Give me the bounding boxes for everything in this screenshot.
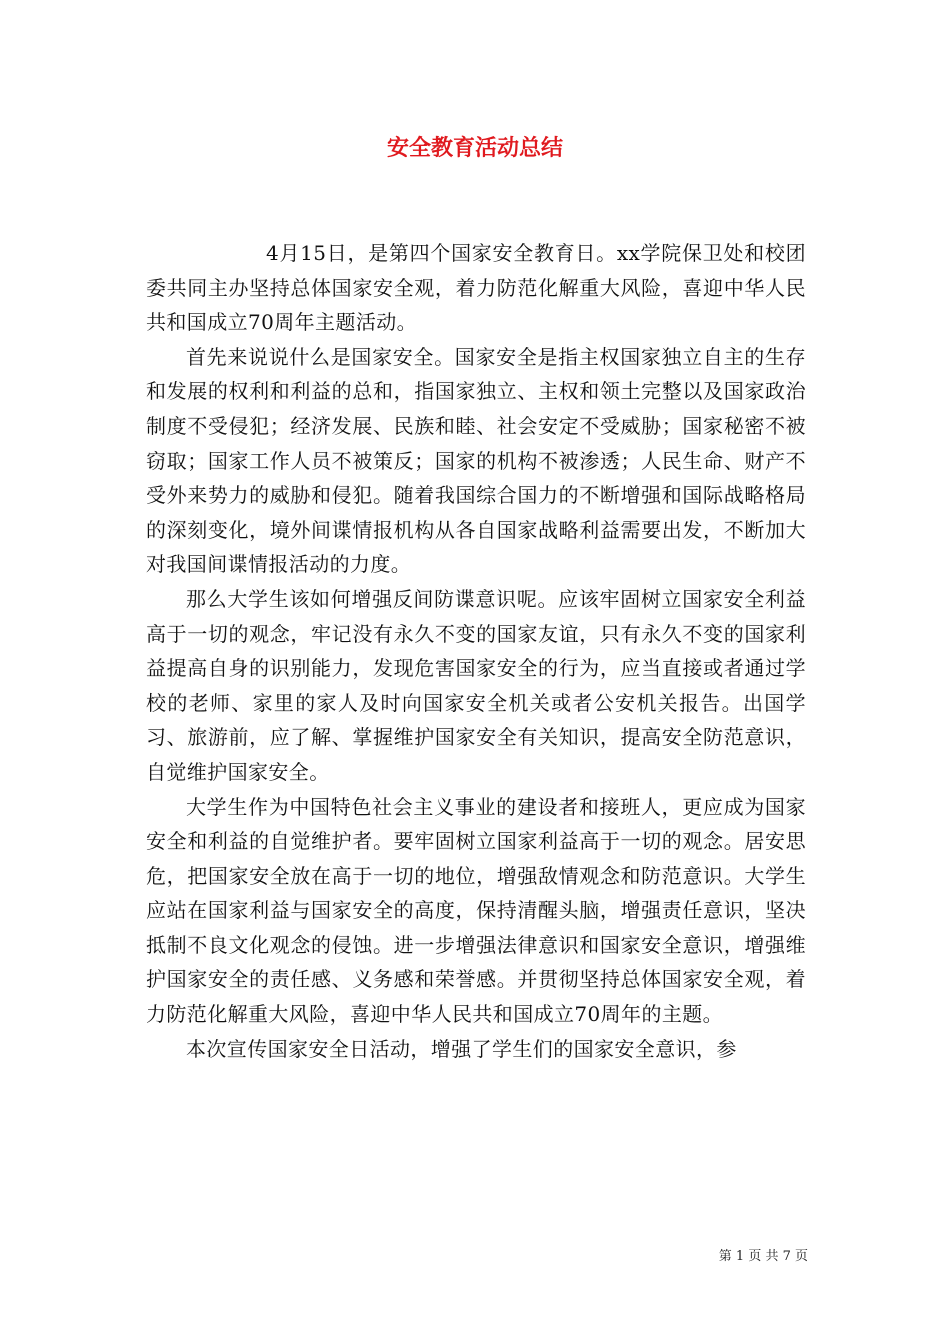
paragraph-definition: 首先来说说什么是国家安全。国家安全是指主权国家独立自主的生存和发展的权利和利益的总和，指国家独立、主权和领土完整以及国家政治制度不受侵犯；经济发展、民族和睦、社会安定不受威胁；国家秘密不被窃取；国家工作人员不被策反；国家的机构不被渗透；人民生命、财产不受外来势力的威胁和侵犯。随着我国综合国力的不断增强和国际战略格局的深刻变化，境外间谍情报机构从各自国家战略利益需要出发，不断加大对我国间谍情报活动的力度。 [146,344,806,577]
paragraph-intro: 4月15日，是第四个国家安全教育日。xx学院保卫处和校团委共同主办坚持总体国家安全观，着力防范化解重大风险，喜迎中华人民共和国成立70周年主题活动。 [146,241,806,335]
document-title: 安全教育活动总结 [386,135,563,161]
document-body [146,236,806,1066]
paragraph-counter-espionage: 那么大学生该如何增强反间防谍意识呢。应该牢固树立国家安全利益高于一切的观念，牢记没有永久不变的国家友谊，只有永久不变的国家利益提高自身的识别能力，发现危害国家安全的行为，应当直接或者通过学校的老师、家里的家人及时向国家安全机关或者公安机关报告。出国学习、旅游前，应了解、掌握维护国家安全有关知识，提高安全防范意识，自觉维护国家安全。 [146,586,806,784]
paragraph-conclusion: 本次宣传国家安全日活动，增强了学生们的国家安全意识，参 [186,1036,737,1061]
page-number: 第 1 页 共 7 页 [718,1249,808,1264]
paragraph-student-role: 大学生作为中国特色社会主义事业的建设者和接班人，更应成为国家安全和利益的自觉维护者。要牢固树立国家利益高于一切的观念。居安思危，把国家安全放在高于一切的地位，增强敌情观念和防范意识。大学生应站在国家利益与国家安全的高度，保持清醒头脑，增强责任意识，坚决抵制不良文化观念的侵蚀。进一步增强法律意识和国家安全意识，增强维护国家安全的责任感、义务感和荣誉感。并贯彻坚持总体国家安全观，着力防范化解重大风险，喜迎中华人民共和国成立70周年的主题。 [146,794,806,1027]
